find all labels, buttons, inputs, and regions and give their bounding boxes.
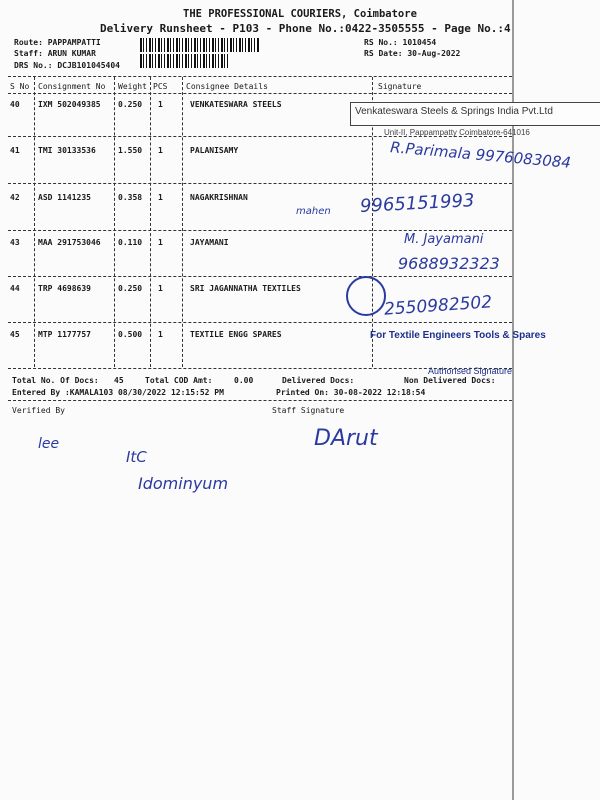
runsheet-title: Delivery Runsheet - P103 - Phone No.:0422-3505555 - Page No.:4	[100, 22, 511, 35]
verifier-signature-1: lee	[38, 436, 60, 452]
col-sep	[182, 77, 183, 367]
row-weight: 0.250	[118, 284, 143, 293]
barcode-small	[140, 54, 230, 68]
signature-42-initial: mahen	[296, 206, 331, 217]
row-pcs: 1	[158, 146, 163, 155]
row-consignee: JAYAMANI	[190, 238, 229, 247]
footer-rule	[8, 400, 512, 401]
non-delivered-docs-label: Non Delivered Docs:	[404, 376, 496, 385]
col-signature: Signature	[378, 82, 422, 91]
row-consignee: PALANISAMY	[190, 146, 239, 155]
col-sep	[34, 77, 35, 367]
row-sno: 43	[10, 238, 20, 247]
row-pcs: 1	[158, 100, 163, 109]
barcode	[140, 38, 260, 52]
row-consignment: MAA 291753046	[38, 238, 101, 247]
row-rule	[8, 276, 512, 277]
signature-43-phone: 9688932323	[398, 254, 500, 273]
row-consignment: TMI 30133536	[38, 146, 96, 155]
row-consignee: TEXTILE ENGG SPARES	[190, 330, 282, 339]
staff-signature-ink: DArut	[314, 426, 378, 451]
row-weight: 1.550	[118, 146, 143, 155]
delivered-docs-label: Delivered Docs:	[282, 376, 355, 385]
row-consignment: MTP 1177757	[38, 330, 91, 339]
col-weight: Weight	[118, 82, 147, 91]
row-rule	[8, 230, 512, 231]
row-consignment: IXM 502049385	[38, 100, 101, 109]
verifier-signature-2: ItC	[126, 448, 147, 466]
total-docs-label: Total No. Of Docs:	[12, 376, 99, 385]
drs-number: DRS No.: DCJB101045404	[14, 61, 120, 70]
cod-amount-value: 0.00	[234, 376, 254, 385]
stamp-textile-engineers: For Textile Engineers Tools & Spares	[370, 330, 546, 341]
col-sno: S No	[10, 82, 30, 91]
authorised-signature: Authorised Signature	[428, 366, 513, 376]
verified-by-label: Verified By	[12, 406, 65, 415]
row-sno: 45	[10, 330, 20, 339]
row-pcs: 1	[158, 193, 163, 202]
entered-by: Entered By :KAMALA103 08/30/2022 12:15:52 PM	[12, 388, 224, 397]
row-pcs: 1	[158, 284, 163, 293]
col-pcs: PCS	[153, 82, 168, 91]
row-sno: 41	[10, 146, 20, 155]
row-sno: 40	[10, 100, 20, 109]
row-rule	[8, 183, 512, 184]
cod-amount-label: Total COD Amt:	[145, 376, 213, 385]
signature-43-name: M. Jayamani	[404, 232, 484, 247]
signature-41: R.Parimala 9976083084	[389, 138, 572, 172]
company-stamp	[350, 102, 600, 126]
company-title: THE PROFESSIONAL COURIERS, Coimbatore	[183, 8, 417, 20]
row-consignee: VENKATESWARA STEELS	[190, 100, 282, 109]
stamp-company: Venkateswara Steels & Springs India Pvt.Ltd	[355, 106, 553, 117]
row-sno: 44	[10, 284, 20, 293]
staff-signature-label: Staff Signature	[272, 406, 345, 415]
row-consignee: NAGAKRISHNAN	[190, 193, 248, 202]
col-sep	[150, 77, 151, 367]
total-docs-value: 45	[114, 376, 124, 385]
rs-number: RS No.: 1010454	[364, 38, 437, 47]
row-consignee: SRI JAGANNATHA TEXTILES	[190, 284, 301, 293]
stamp-unit: Unit-II, Pappampatty Coimbatore-641016	[384, 128, 530, 137]
row-consignment: TRP 4698639	[38, 284, 91, 293]
rs-date: RS Date: 30-Aug-2022	[364, 49, 461, 58]
table-top-rule	[8, 76, 512, 77]
printed-on: Printed On: 30-08-2022 12:18:54	[276, 388, 426, 397]
row-pcs: 1	[158, 330, 163, 339]
row-weight: 0.110	[118, 238, 143, 247]
row-consignment: ASD 1141235	[38, 193, 91, 202]
row-weight: 0.358	[118, 193, 143, 202]
table-header-rule	[8, 93, 512, 94]
route-label: Route: PAPPAMPATTI	[14, 38, 101, 47]
row-rule	[8, 322, 512, 323]
row-weight: 0.250	[118, 100, 143, 109]
row-sno: 42	[10, 193, 20, 202]
col-consignee: Consignee Details	[186, 82, 268, 91]
signature-44-circle	[346, 276, 386, 316]
staff-label: Staff: ARUN KUMAR	[14, 49, 96, 58]
row-pcs: 1	[158, 238, 163, 247]
col-sep	[114, 77, 115, 367]
signature-44: 2550982502	[383, 292, 493, 320]
row-weight: 0.500	[118, 330, 143, 339]
verifier-signature-3: Idominyum	[138, 474, 229, 493]
signature-42: 9965151993	[359, 190, 476, 217]
col-consignment: Consignment No	[38, 82, 106, 91]
